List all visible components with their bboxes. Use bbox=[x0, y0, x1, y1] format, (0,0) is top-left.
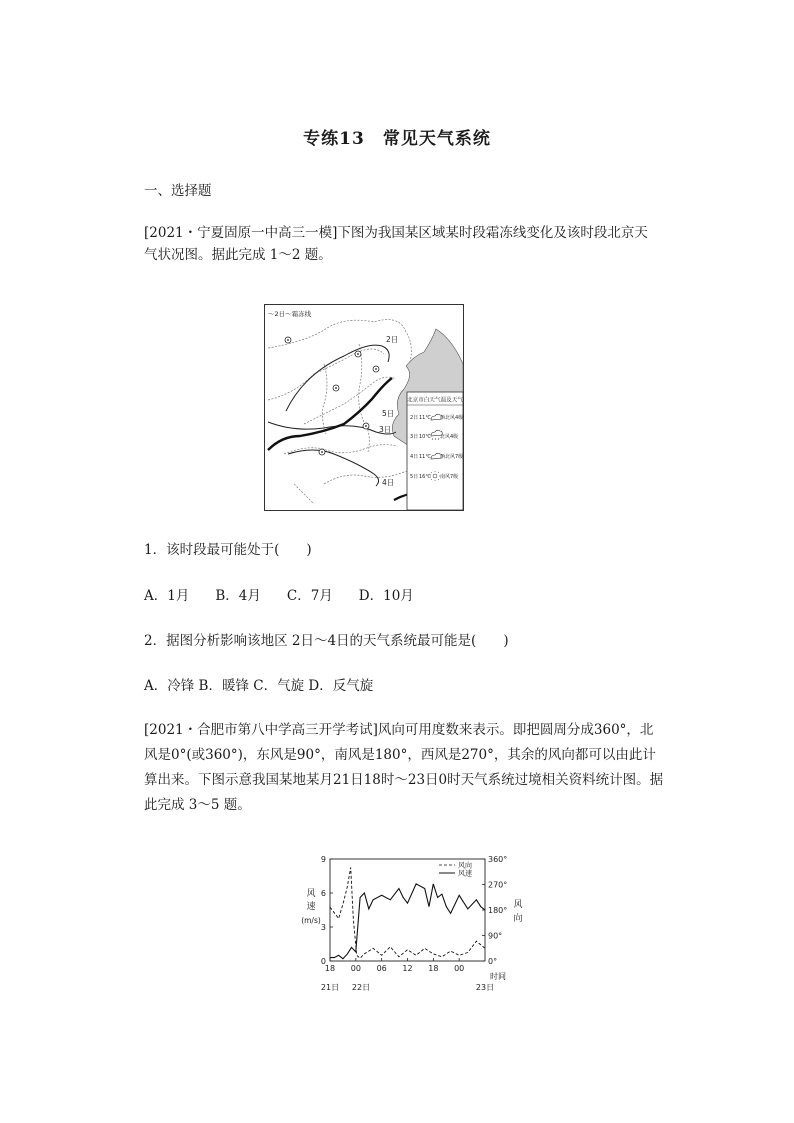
x-tick-label: 06 bbox=[376, 964, 387, 973]
wb-day-4: 5日 bbox=[410, 474, 419, 480]
y-right-tick-label: 90° bbox=[488, 931, 503, 941]
question-2: 2．据图分析影响该地区 2日～4日的天气系统最可能是( ) bbox=[144, 633, 509, 649]
wb-wind-1: 西北风4级 bbox=[440, 415, 464, 421]
y-left-title-1: 风 bbox=[306, 889, 316, 899]
option-d: D．10月 bbox=[358, 588, 414, 604]
y-right-tick-label: 270° bbox=[488, 880, 508, 890]
weather-box-title: 北京市白天气温及天气 bbox=[407, 397, 463, 404]
wb-wind-2: 北风4级 bbox=[440, 434, 459, 440]
y-right-title-2: 向 bbox=[513, 914, 523, 924]
wb-temp-1: 11℃ bbox=[419, 415, 431, 421]
chart-legend bbox=[439, 861, 472, 878]
frost-line-map bbox=[264, 304, 464, 511]
wb-wind-4: 南风7级 bbox=[440, 474, 459, 480]
wb-wind-3: 西北风7级 bbox=[440, 454, 464, 460]
x-day-label-21: 21日 bbox=[320, 983, 340, 992]
x-axis-title: 时间 bbox=[490, 972, 506, 981]
label-4: 4日 bbox=[382, 478, 395, 487]
wb-day-2: 3日 bbox=[410, 434, 419, 440]
wb-day-1: 2日 bbox=[410, 415, 419, 421]
map-legend: ～2日～霜冻线 bbox=[268, 310, 312, 318]
x-tick-label: 18 bbox=[324, 964, 336, 973]
x-tick-label: 18 bbox=[428, 964, 439, 973]
x-day-label-22: 22日 bbox=[351, 983, 371, 992]
section-heading: 一、选择题 bbox=[144, 183, 212, 199]
y-left-title-2: 速 bbox=[306, 902, 316, 912]
x-tick-label: 00 bbox=[454, 964, 465, 973]
y-left-tick-label: 3 bbox=[320, 923, 326, 932]
y-left-tick-label: 0 bbox=[320, 957, 326, 966]
intro-paragraph-2: [2021・合肥市第八中学高三开学考试]风向可用度数来表示。即把圆周分成360°，北风是0°(或360°)，东风是90°，南风是180°，西风是270°，其余的风向都可以由此计算出来。下图示意我国某地某月21日18时～23日0时天气系统过境相关资料统计图。据此完成 3～5 题。 bbox=[144, 722, 664, 813]
option-b: B．4月 bbox=[215, 588, 261, 604]
series-line-wind-direction bbox=[330, 868, 485, 959]
wb-day-3: 4日 bbox=[410, 454, 419, 460]
weather-box bbox=[407, 392, 463, 510]
wb-temp-2: 10℃ bbox=[419, 434, 431, 440]
label-2: 2日 bbox=[386, 335, 399, 344]
y-right-tick-label: 360° bbox=[488, 855, 508, 864]
question-1: 1．该时段最可能处于( ) bbox=[144, 542, 312, 558]
x-day-label-23: 23日 bbox=[475, 983, 495, 992]
y-left-title-unit: (m/s) bbox=[301, 916, 321, 925]
label-3: 3日 bbox=[379, 425, 392, 434]
page-title: 专练13 常见天气系统 bbox=[303, 129, 491, 149]
option-a: A．1月 bbox=[144, 588, 190, 604]
y-right-tick-label: 180° bbox=[488, 906, 508, 915]
y-right-title-1: 风 bbox=[513, 900, 523, 910]
question-1-options bbox=[144, 585, 440, 607]
label-5: 5日 bbox=[382, 409, 395, 418]
y-right-tick-label: 0° bbox=[488, 957, 498, 966]
legend-wind-speed: 风速 bbox=[458, 869, 472, 878]
x-tick-label: 12 bbox=[402, 964, 413, 973]
x-tick-label: 00 bbox=[350, 964, 361, 973]
wb-temp-3: 11℃ bbox=[419, 454, 431, 460]
question-2-options: A．冷锋 B．暖锋 C．气旋 D．反气旋 bbox=[144, 678, 374, 694]
y-left-tick-label: 9 bbox=[320, 855, 326, 864]
wind-chart bbox=[296, 852, 528, 994]
wb-temp-4: 16℃ bbox=[419, 474, 431, 480]
y-left-tick-label: 6 bbox=[320, 889, 326, 898]
intro-paragraph-1: [2021・宁夏固原一中高三一模]下图为我国某区域某时段霜冻线变化及该时段北京天气状况图。据此完成 1～2 题。 bbox=[144, 225, 648, 263]
legend-wind-direction: 风向 bbox=[458, 861, 472, 870]
option-c: C．7月 bbox=[286, 588, 333, 604]
